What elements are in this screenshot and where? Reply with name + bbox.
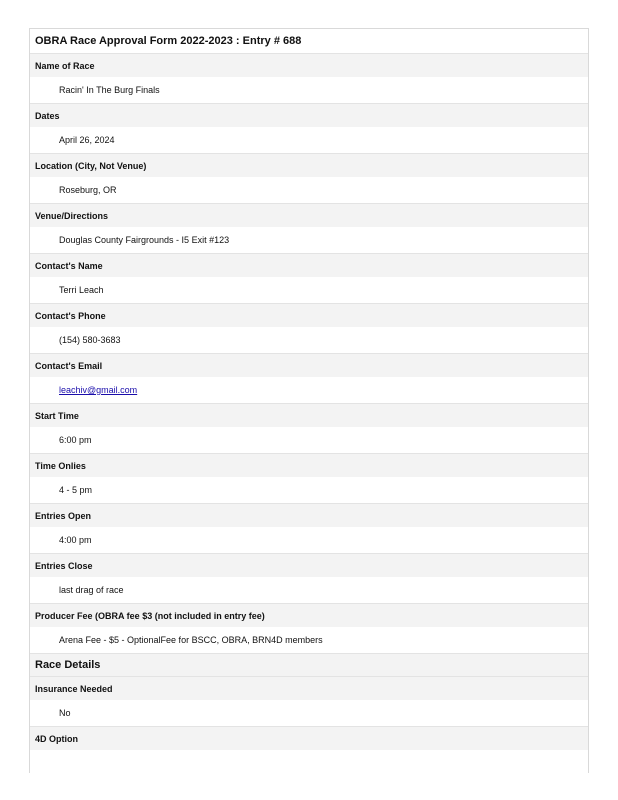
field-label-contact-phone: Contact's Phone	[30, 304, 588, 327]
field-label-producer-fee: Producer Fee (OBRA fee $3 (not included in entry fee)	[30, 604, 588, 627]
field-value-4d-option	[30, 750, 588, 786]
field-label-time-onlies: Time Onlies	[30, 454, 588, 477]
field-label-race-name: Name of Race	[30, 54, 588, 77]
field-value-producer-fee: Arena Fee - $5 - OptionalFee for BSCC, OBRA, BRN4D members	[30, 627, 588, 654]
field-label-4d-option: 4D Option	[30, 727, 588, 750]
field-value-contact-email	[30, 377, 588, 404]
field-label-entries-close: Entries Close	[30, 554, 588, 577]
field-value-location: Roseburg, OR	[30, 177, 588, 204]
field-value-entries-open: 4:00 pm	[30, 527, 588, 554]
field-label-start-time: Start Time	[30, 404, 588, 427]
field-label-entries-open: Entries Open	[30, 504, 588, 527]
field-label-location: Location (City, Not Venue)	[30, 154, 588, 177]
field-label-contact-email: Contact's Email	[30, 354, 588, 377]
contact-email-link[interactable]: leachiv@gmail.com	[59, 385, 138, 395]
field-value-time-onlies: 4 - 5 pm	[30, 477, 588, 504]
field-value-contact-phone: (154) 580-3683	[30, 327, 588, 354]
field-label-insurance: Insurance Needed	[30, 677, 588, 700]
field-value-start-time: 6:00 pm	[30, 427, 588, 454]
section-title-race-details: Race Details	[30, 654, 588, 677]
field-value-venue: Douglas County Fairgrounds - I5 Exit #123	[30, 227, 588, 254]
field-value-contact-name: Terri Leach	[30, 277, 588, 304]
field-label-contact-name: Contact's Name	[30, 254, 588, 277]
field-value-entries-close: last drag of race	[30, 577, 588, 604]
field-label-dates: Dates	[30, 104, 588, 127]
field-value-dates: April 26, 2024	[30, 127, 588, 154]
race-approval-form	[29, 28, 589, 773]
form-title: OBRA Race Approval Form 2022-2023 : Entry # 688	[30, 29, 588, 54]
field-value-insurance: No	[30, 700, 588, 727]
field-label-venue: Venue/Directions	[30, 204, 588, 227]
field-value-race-name: Racin' In The Burg Finals	[30, 77, 588, 104]
